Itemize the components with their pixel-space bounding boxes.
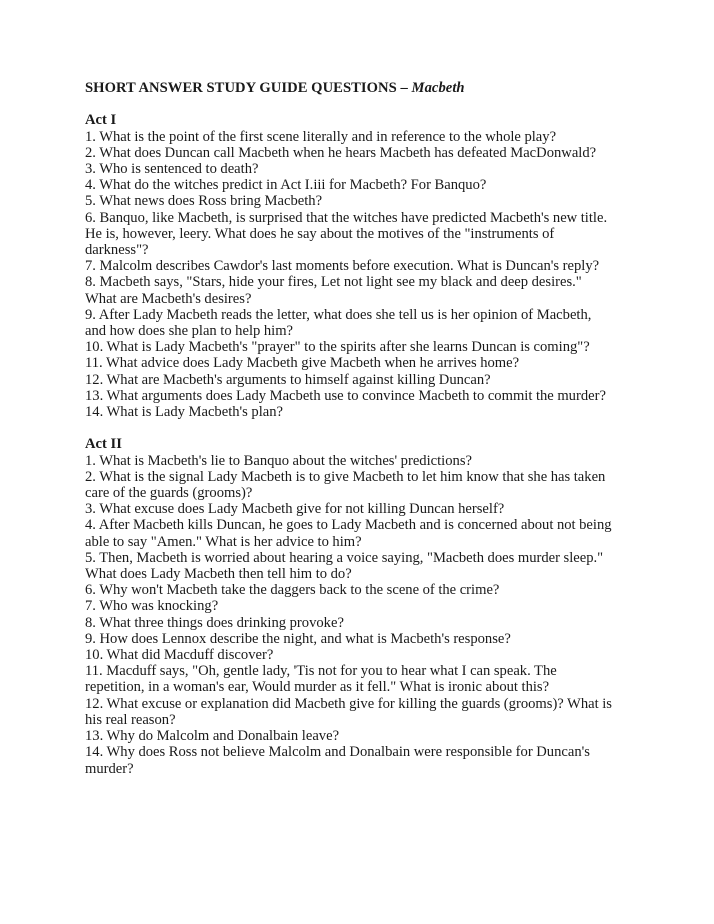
question-item: 5. Then, Macbeth is worried about hearing a voice saying, "Macbeth does murder sleep." What does Lady Macbeth then tell him to do? — [85, 549, 604, 583]
question-item: 8. What three things does drinking provoke? — [85, 614, 344, 631]
question-item: 13. Why do Malcolm and Donalbain leave? — [85, 728, 340, 745]
question-item: 10. What is Lady Macbeth's "prayer" to the spirits after she learns Duncan is coming"? — [85, 339, 590, 356]
question-item: 3. What excuse does Lady Macbeth give for not killing Duncan herself? — [85, 501, 505, 518]
page-title-prefix: SHORT ANSWER STUDY GUIDE QUESTIONS – — [85, 80, 412, 96]
act-section — [85, 112, 613, 420]
question-item: 5. What news does Ross bring Macbeth? — [85, 193, 323, 210]
question-item: 1. What is the point of the first scene literally and in reference to the whole play? — [85, 128, 557, 145]
question-item: 4. What do the witches predict in Act I.iii for Macbeth? For Banquo? — [85, 177, 487, 194]
act-section — [85, 436, 613, 776]
section-spacer — [85, 420, 613, 436]
question-item: 3. Who is sentenced to death? — [85, 161, 259, 177]
question-item: 11. What advice does Lady Macbeth give Macbeth when he arrives home? — [85, 355, 520, 372]
question-item: 11. Macduff says, "Oh, gentle lady, 'Tis not for you to hear what I can speak. The repetition, in a woman's ear, Would murder as it fell." What is ironic about this? — [85, 663, 557, 696]
page-title — [85, 80, 613, 96]
question-item: 7. Malcolm describes Cawdor's last moments before execution. What is Duncan's reply? — [85, 258, 600, 275]
act-heading: Act I — [85, 112, 117, 129]
question-item: 4. After Macbeth kills Duncan, he goes to Lady Macbeth and is concerned about not being able to say "Amen." What is her advice to him? — [85, 517, 612, 550]
act-heading: Act II — [85, 436, 122, 453]
question-item: 14. What is Lady Macbeth's plan? — [85, 404, 284, 421]
question-item: 1. What is Macbeth's lie to Banquo about the witches' predictions? — [85, 452, 472, 469]
question-item: 12. What are Macbeth's arguments to himself against killing Duncan? — [85, 371, 491, 388]
question-item: 13. What arguments does Lady Macbeth use to convince Macbeth to commit the murder? — [85, 387, 606, 404]
question-item: 9. How does Lennox describe the night, and what is Macbeth's response? — [85, 630, 511, 647]
sections-container — [85, 112, 613, 776]
title-spacer — [85, 96, 613, 112]
document-body — [85, 80, 613, 777]
question-list — [85, 129, 613, 421]
question-item: 12. What excuse or explanation did Macbeth give for killing the guards (grooms)? What is his real reason? — [85, 695, 612, 728]
question-item: 2. What is the signal Lady Macbeth is to give Macbeth to let him know that she has taken care of the guards (grooms)? — [85, 468, 606, 502]
page-title-work: Macbeth — [411, 80, 465, 96]
question-list — [85, 453, 613, 777]
question-item: 8. Macbeth says, "Stars, hide your fires, Let not light see my black and deep desires." What are Macbeth's desires? — [85, 274, 582, 307]
question-item: 2. What does Duncan call Macbeth when he hears Macbeth has defeated MacDonwald? — [85, 144, 597, 161]
question-item: 14. Why does Ross not believe Malcolm and Donalbain were responsible for Duncan's murder? — [85, 744, 590, 777]
question-item: 9. After Lady Macbeth reads the letter, what does she tell us is her opinion of Macbeth, and how does she plan to help him? — [85, 306, 592, 340]
question-item: 6. Banquo, like Macbeth, is surprised that the witches have predicted Macbeth's new title. He is, however, leery. What does he say about the motives of the "instruments of darkness"? — [85, 209, 608, 259]
question-item: 6. Why won't Macbeth take the daggers back to the scene of the crime? — [85, 582, 500, 599]
question-item: 10. What did Macduff discover? — [85, 647, 274, 664]
question-item: 7. Who was knocking? — [85, 598, 219, 615]
